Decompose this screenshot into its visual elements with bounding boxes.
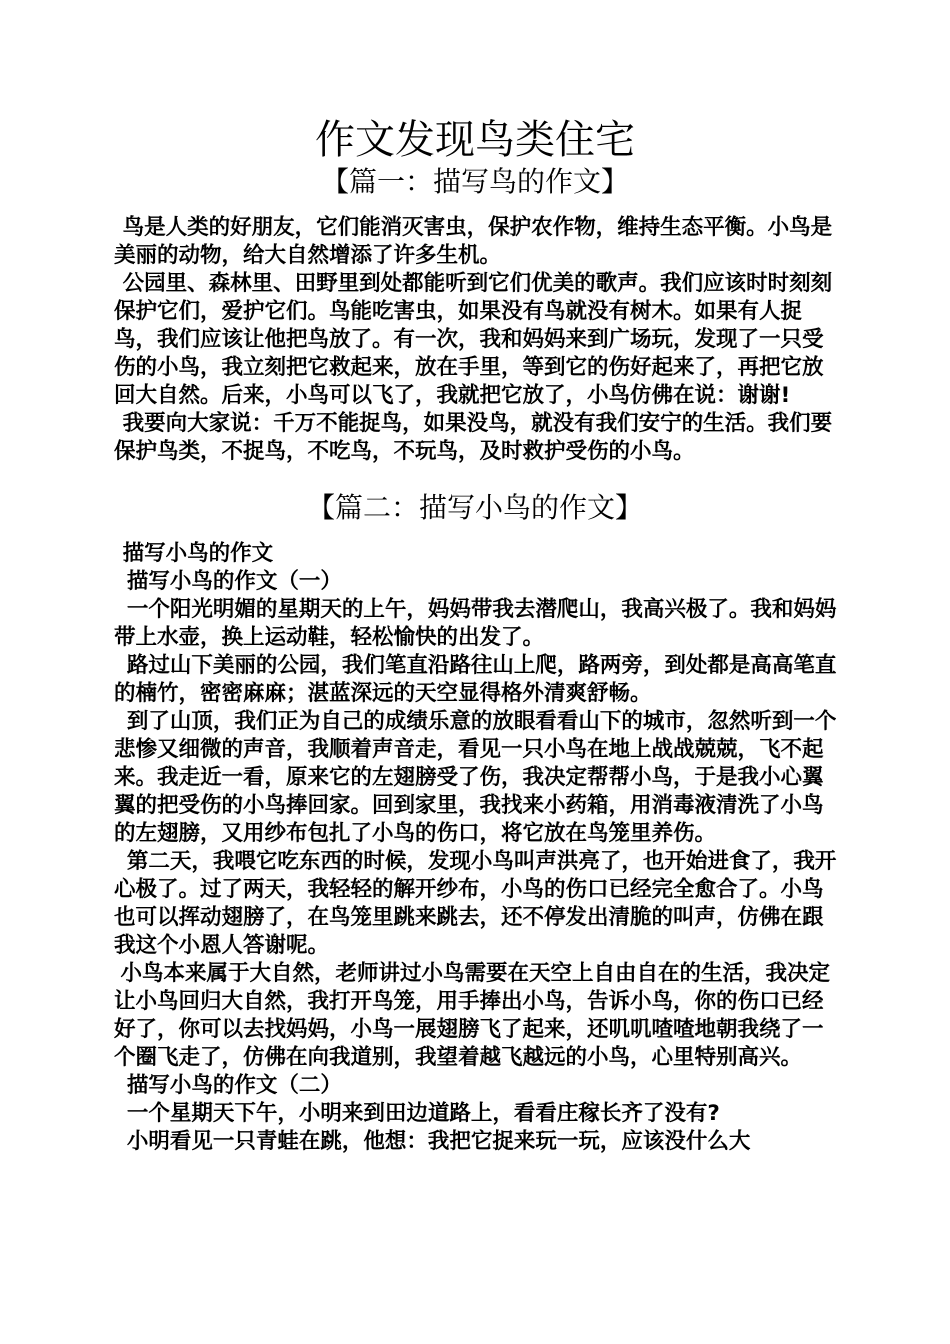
paragraph: 路过山下美丽的公园，我们笔直沿路往山上爬，路两旁，到处都是高高笔直的楠竹，密密麻麻；湛蓝深远的天空显得格外清爽舒畅。	[114, 653, 837, 706]
paragraph: 我要向大家说：千万不能捉鸟，如果没鸟，就没有我们安宁的生活。我们要保护鸟类，不捉鸟，不吃鸟，不玩鸟，及时救护受伤的小鸟。	[114, 411, 833, 464]
paragraph: 小明看见一只青蛙在跳，他想：我把它捉来玩一玩，应该没什么大	[126, 1129, 751, 1154]
paragraph: 第二天，我喂它吃东西的时候，发现小鸟叫声洪亮了，也开始进食了，我开心极了。过了两天，我轻轻的解开纱布，小鸟的伤口已经完全愈合了。小鸟也可以挥动翅膀了，在鸟笼里跳来跳去，还不停发出清脆的叫声，仿佛在跟我这个小恩人答谢呢。	[114, 849, 837, 958]
section-heading-1: 【篇一：描写鸟的作文】	[320, 165, 629, 198]
paragraph: 小鸟本来属于大自然，老师讲过小鸟需要在天空上自由自在的生活，我决定让小鸟回归大自然，我打开鸟笼，用手捧出小鸟，告诉小鸟，你的伤口已经好了，你可以去找妈妈，小鸟一展翅膀飞了起来，还叽叽喳喳地朝我绕了一个圈飞走了，仿佛在向我道别，我望着越飞越远的小鸟，心里特别高兴。	[114, 961, 830, 1070]
paragraph: 公园里、森林里、田野里到处都能听到它们优美的歌声。我们应该时时刻刻保护它们，爱护它们。鸟能吃害虫，如果没有鸟就没有树木。如果有人捉鸟，我们应该让他把鸟放了。有一次，我和妈妈来到广场玩，发现了一只受伤的小鸟，我立刻把它救起来，放在手里，等到它的伤好起来了，再把它放回大自然。后来，小鸟可以飞了，我就把它放了，小鸟仿佛在说：谢谢!	[114, 271, 833, 408]
section-1-body	[114, 214, 844, 466]
subheading: 描写小鸟的作文（二）	[126, 1073, 342, 1098]
paragraph: 一个星期天下午，小明来到田边道路上，看看庄稼长齐了没有?	[126, 1101, 720, 1126]
section-2-body	[114, 540, 844, 1156]
paragraph: 到了山顶，我们正为自己的成绩乐意的放眼看看山下的城市，忽然听到一个悲惨又细微的声音，我顺着声音走，看见一只小鸟在地上战战兢兢，飞不起来。我走近一看，原来它的左翅膀受了伤，我决定帮帮小鸟，于是我小心翼翼的把受伤的小鸟捧回家。回到家里，我找来小药箱，用消毒液清洗了小鸟的左翅膀，又用纱布包扎了小鸟的伤口，将它放在鸟笼里养伤。	[114, 709, 837, 846]
paragraph: 鸟是人类的好朋友，它们能消灭害虫，保护农作物，维持生态平衡。小鸟是美丽的动物，给大自然增添了许多生机。	[114, 215, 833, 268]
subheading: 描写小鸟的作文（一）	[126, 569, 342, 594]
document-title: 作文发现鸟类住宅	[315, 117, 635, 163]
subheading: 描写小鸟的作文	[122, 541, 274, 566]
section-heading-2: 【篇二：描写小鸟的作文】	[306, 491, 643, 524]
paragraph: 一个阳光明媚的星期天的上午，妈妈带我去潜爬山，我高兴极了。我和妈妈带上水壶，换上运动鞋，轻松愉快的出发了。	[114, 597, 837, 650]
